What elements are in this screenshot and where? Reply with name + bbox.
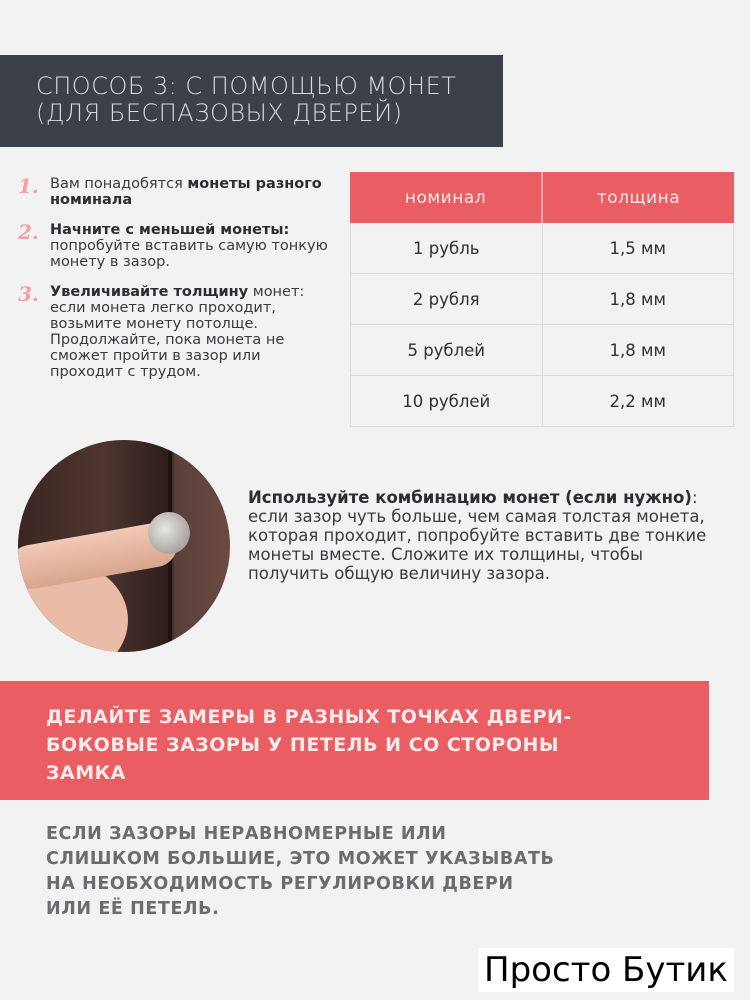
banner-line1: ДЕЛАЙТЕ ЗАМЕРЫ В РАЗНЫХ ТОЧКАХ ДВЕРИ- <box>46 706 572 728</box>
combo-text: : если зазор чуть больше, чем самая толстая монета, которая проходит, попробуйте вставить две тонкие монеты вместе. Сложите их толщины, чтобы получить общую величину зазора. <box>248 488 707 583</box>
step-3 <box>18 284 338 380</box>
combo-bold: Используйте комбинацию монет (если нужно) <box>248 488 692 507</box>
step-bold: Начните с меньшей монеты: <box>50 222 290 238</box>
cell-denomination: 2 рубля <box>351 274 543 324</box>
step-pre: Вам понадобятся <box>50 176 188 192</box>
header-title-line1: СПОСОБ 3: С ПОМОЩЬЮ МОНЕТ <box>36 72 457 100</box>
coin-thickness-table <box>350 172 734 427</box>
step-body: монет: если монета легко проходит, возьмите монету потолще. Продолжайте, пока монета не сможет пройти в зазор или проходит с трудом. <box>50 284 305 380</box>
banner-line2: БОКОВЫЕ ЗАЗОРЫ У ПЕТЕЛЬ И СО СТОРОНЫ <box>46 734 560 756</box>
note-line4: ИЛИ ЕЁ ПЕТЕЛЬ. <box>46 899 220 919</box>
cell-denomination: 10 рублей <box>351 376 543 426</box>
banner-line3: ЗАМКА <box>46 762 126 784</box>
cell-thickness: 2,2 мм <box>609 391 666 411</box>
note-line1: ЕСЛИ ЗАЗОРЫ НЕРАВНОМЕРНЫЕ ИЛИ <box>46 824 447 844</box>
table-header <box>350 172 734 223</box>
warning-note <box>46 822 646 922</box>
step-bold: монеты разного номинала <box>50 176 322 208</box>
step-number: 2. <box>18 220 39 244</box>
table-row <box>351 325 733 376</box>
step-number: 3. <box>18 282 39 306</box>
cell-thickness: 1,8 мм <box>609 289 666 309</box>
step-number: 1. <box>18 174 39 198</box>
combination-tip <box>248 488 718 583</box>
step-body: попробуйте вставить самую тонкую монету в зазор. <box>50 238 328 270</box>
cell-denomination: 5 рублей <box>351 325 543 375</box>
header-title-line2: (ДЛЯ БЕСПАЗОВЫХ ДВЕРЕЙ) <box>36 99 403 127</box>
table-body <box>350 223 734 427</box>
table-row <box>351 376 733 427</box>
steps-list <box>18 176 338 394</box>
table-row <box>351 223 733 274</box>
coin-icon <box>148 512 190 554</box>
step-1 <box>18 176 338 208</box>
note-line2: СЛИШКОМ БОЛЬШИЕ, ЭТО МОЖЕТ УКАЗЫВАТЬ <box>46 849 555 869</box>
section-header <box>0 55 503 147</box>
header-thickness: толщина <box>543 172 734 223</box>
step-bold: Увеличивайте толщину <box>50 284 249 300</box>
brand-watermark: Просто Бутик <box>478 948 734 992</box>
measurement-banner <box>0 681 709 800</box>
coin-in-door-gap-photo <box>18 440 230 652</box>
note-line3: НА НЕОБХОДИМОСТЬ РЕГУЛИРОВКИ ДВЕРИ <box>46 874 514 894</box>
cell-thickness: 1,5 мм <box>609 238 666 258</box>
cell-thickness: 1,8 мм <box>609 340 666 360</box>
cell-denomination: 1 рубль <box>351 223 543 273</box>
step-text <box>50 284 338 380</box>
step-text <box>50 222 338 270</box>
header-denomination: номинал <box>350 172 543 223</box>
table-row <box>351 274 733 325</box>
step-2 <box>18 222 338 270</box>
step-text <box>50 176 338 208</box>
